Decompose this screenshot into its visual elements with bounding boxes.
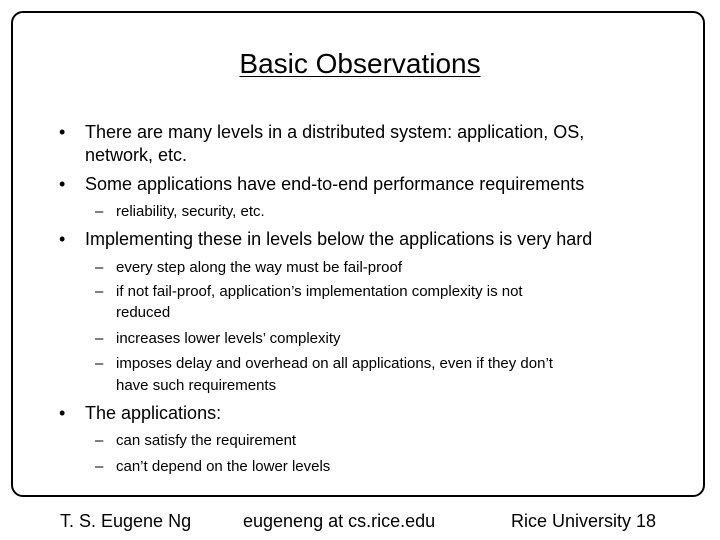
footer-author: T. S. Eugene Ng	[60, 511, 192, 531]
sub-bullet-mark: –	[95, 203, 104, 220]
sub-bullet-satisfy	[95, 429, 297, 452]
bullet-mark: •	[59, 174, 66, 194]
bullet-text: Implementing these in levels below the applications is very hard	[85, 229, 593, 249]
bullet-end-to-end	[59, 173, 585, 196]
sub-bullet-mark: –	[95, 283, 104, 300]
bullet-mark: •	[59, 122, 66, 142]
bullet-text: Some applications have end-to-end performance requirements	[85, 174, 585, 194]
bullet-text: The applications:	[85, 403, 222, 423]
sub-bullet-mark: –	[95, 458, 104, 475]
sub-bullet-text: imposes delay and overhead on all applications, even if they don’t	[116, 355, 553, 372]
sub-bullet-complexity	[95, 280, 523, 303]
sub-bullet-reliability	[95, 200, 265, 223]
sub-bullet-text: if not fail-proof, application’s implementation complexity is not	[116, 283, 523, 300]
sub-bullet-text: can’t depend on the lower levels	[116, 458, 331, 475]
sub-bullet-text: reduced	[116, 304, 171, 321]
sub-bullet-complexity-continued	[116, 301, 170, 324]
bullet-levels	[59, 121, 585, 144]
slide-title: Basic Observations	[239, 48, 481, 79]
sub-bullet-depend	[95, 455, 331, 478]
sub-bullet-mark: –	[95, 259, 104, 276]
sub-bullet-text: have such requirements	[116, 377, 277, 394]
bullet-applications	[59, 402, 222, 425]
bullet-mark: •	[59, 403, 66, 423]
sub-bullet-lower-levels	[95, 327, 341, 350]
footer-email: eugeneng at cs.rice.edu	[243, 511, 436, 531]
sub-bullet-mark: –	[95, 355, 104, 372]
sub-bullet-fail-proof	[95, 256, 402, 279]
bullet-text: network, etc.	[85, 145, 188, 165]
sub-bullet-delay	[95, 352, 553, 375]
bullet-levels-continued	[85, 144, 187, 167]
sub-bullet-text: reliability, security, etc.	[116, 203, 265, 220]
bullet-implementing	[59, 228, 593, 251]
bullet-mark: •	[59, 229, 66, 249]
footer-org-page: Rice University 18	[511, 511, 657, 531]
sub-bullet-mark: –	[95, 432, 104, 449]
sub-bullet-mark: –	[95, 330, 104, 347]
sub-bullet-delay-continued	[116, 374, 276, 397]
bullet-text: There are many levels in a distributed system: application, OS,	[85, 122, 585, 142]
sub-bullet-text: can satisfy the requirement	[116, 432, 297, 449]
sub-bullet-text: increases lower levels’ complexity	[116, 330, 341, 347]
sub-bullet-text: every step along the way must be fail-proof	[116, 259, 402, 276]
